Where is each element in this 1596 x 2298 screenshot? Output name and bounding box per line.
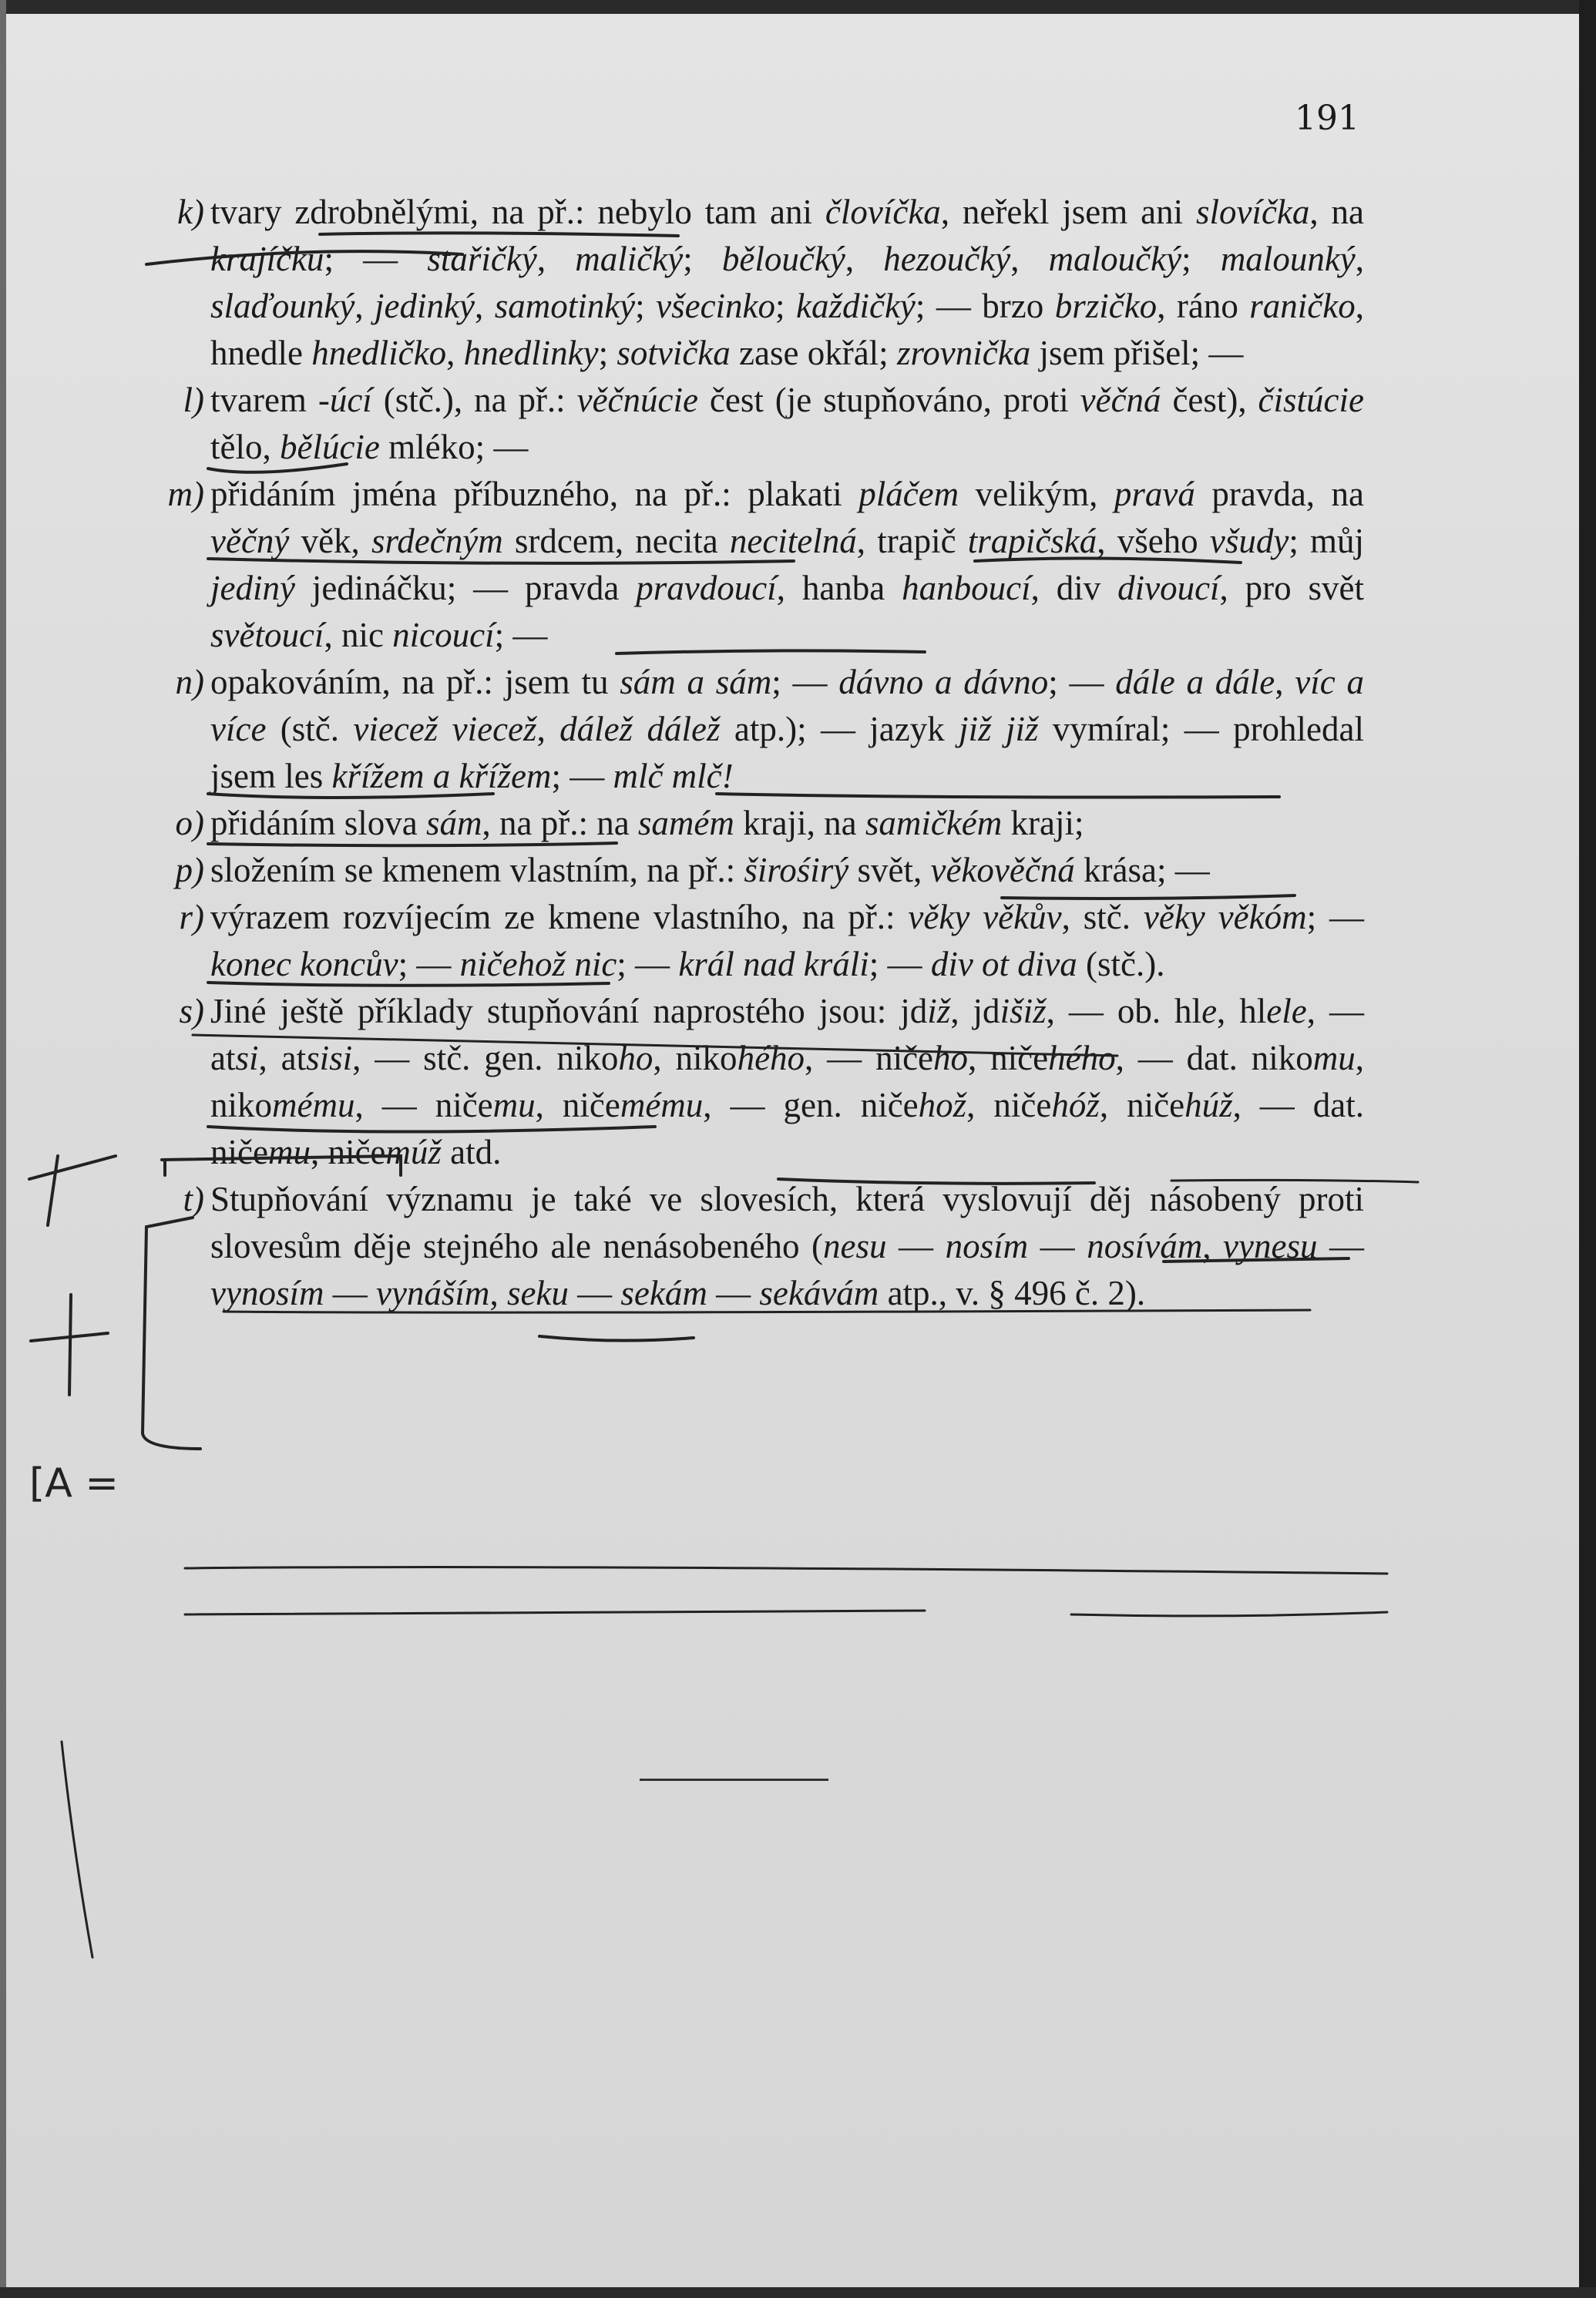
scan-edge-right	[1579, 0, 1596, 2298]
paragraph-label: o)	[175, 804, 204, 842]
paragraph-s	[150, 988, 1364, 1176]
scan-edge-top	[0, 0, 1596, 14]
margin-handwritten-note: [A =	[29, 1460, 119, 1507]
paragraph-t	[150, 1176, 1364, 1317]
paragraph-m	[150, 471, 1364, 659]
paragraph-text: opakováním, na př.: jsem tu sám a sám; — dávno a dávno; — dále a dále, víc a více (stč. viecež viecež, dálež dálež atp.); — jazyk již již vymíral; — prohledal jsem les křížem a křížem; — mlč mlč!	[210, 663, 1365, 795]
paragraph-text: tvarem -úcí (stč.), na př.: věčnúcie čest (je stupňováno, proti věčná čest), čistúcie tělo, bělúcie mléko; —	[210, 381, 1364, 466]
margin-stroke	[62, 1742, 92, 1957]
paragraph-label: l)	[183, 381, 204, 419]
paragraph-label: p)	[175, 851, 204, 889]
pen-underline	[185, 1611, 925, 1614]
paragraph-label: r)	[179, 898, 204, 936]
scan-edge-bottom	[0, 2287, 1596, 2298]
paragraph-label: m)	[167, 475, 204, 513]
paragraph-o	[150, 800, 1364, 847]
paragraph-text: složením se kmenem vlastním, na př.: širośirý svět, věkověčná krása; —	[210, 851, 1210, 889]
paragraph-text: přidáním slova sám, na př.: na samém kraji, na samičkém kraji;	[210, 804, 1084, 842]
paragraph-label: n)	[175, 663, 204, 701]
cross-mark	[31, 1295, 108, 1395]
paragraph-text: Stupňování významu je také ve slovesích, která vyslovují děj násobený proti slovesům děje stejného ale nenásobeného (nesu — nosím — nosívám, vynesu — vynosím — vynáším, seku — sekám — sekávám atp., v. § 496 č. 2).	[210, 1180, 1365, 1312]
paragraph-text: tvary zdrobnělými, na př.: nebylo tam ani človíčka, neřekl jsem ani slovíčka, na krajíčku; — stařičký, maličký; běloučký, hezoučký, maloučký; malounký, slaďounký, jedinký, samotinký; všecinko; každičký; — brzo brzičko, ráno raničko, hnedle hnedličko, hnedlinky; sotvička zase okřál; zrovnička jsem přišel; —	[210, 193, 1365, 372]
paragraph-text: Jiné ještě příklady stupňování naprostého jsou: jdiž, jdišiž, — ob. hle, hlele, — atsi, atsisi, — stč. gen. nikoho, nikohého, — ničeho, ničehého, — dat. nikomu, nikomému, — ničemu, ničemému, — gen. ničehož, ničehóž, ničehúž, — dat. ničemu, ničemúž atd.	[210, 992, 1365, 1171]
paragraph-text: výrazem rozvíjecím ze kmene vlastního, na př.: věky věkův, stč. věky věkóm; — konec koncův; — ničehož nic; — král nad králi; — div ot diva (stč.).	[210, 898, 1364, 983]
body-text	[150, 189, 1364, 1317]
paragraph-label: k)	[177, 193, 204, 231]
paragraph-label: s)	[179, 992, 204, 1030]
paragraph-r	[150, 894, 1364, 988]
page-number: 191	[1295, 99, 1359, 138]
paragraph-l	[150, 377, 1364, 471]
scan-edge-left	[0, 0, 6, 2298]
paragraph-p	[150, 847, 1364, 894]
paragraph-label: t)	[183, 1180, 204, 1218]
pen-underline	[539, 1336, 694, 1341]
end-separator-rule	[640, 1779, 828, 1781]
pen-underline	[1071, 1612, 1387, 1616]
pen-underline	[185, 1567, 1387, 1574]
paragraph-k	[150, 189, 1364, 377]
cross-mark	[29, 1156, 116, 1225]
paragraph-text: přidáním jména příbuzného, na př.: plakati pláčem velikým, pravá pravda, na věčný věk, srdečným srdcem, necita necitelná, trapič trapičská, všeho všudy; můj jediný jedináčku; — pravda pravdoucí, hanba hanboucí, div divoucí, pro svět světoucí, nic nicoucí; —	[210, 475, 1365, 654]
paragraph-n	[150, 659, 1364, 800]
